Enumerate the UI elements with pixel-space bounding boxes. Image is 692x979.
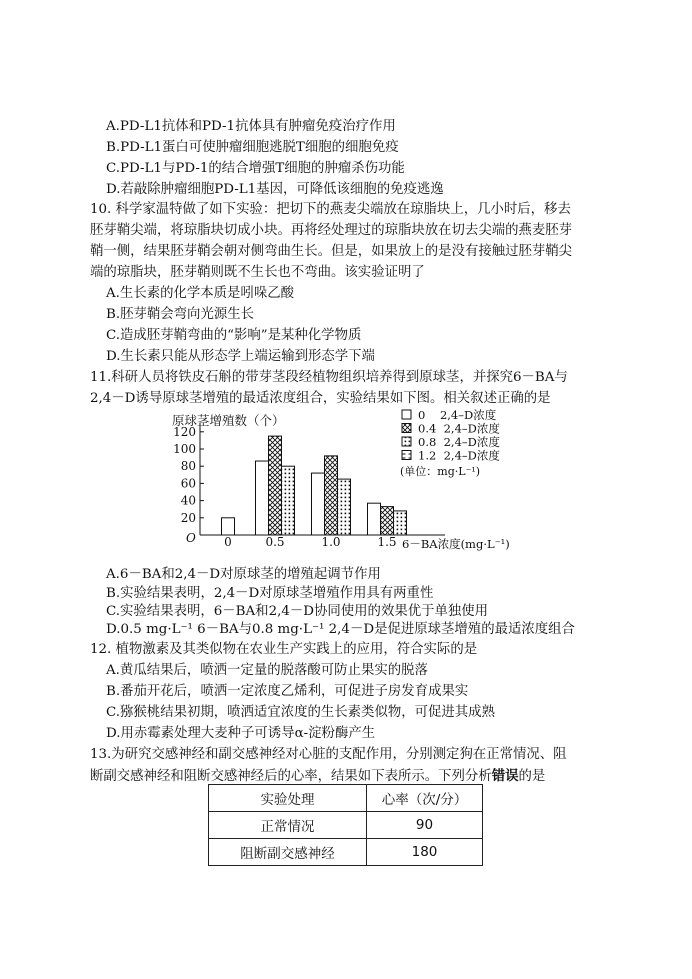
legend-label: 1.2 2,4–D浓度: [418, 448, 500, 463]
q11-option-b: B.实验结果表明，2,4－D对原球茎增殖作用具有两重性: [106, 586, 434, 601]
legend-swatch: [402, 451, 411, 460]
x-axis-title: 6－BA浓度(mg·L⁻¹): [402, 537, 510, 551]
heart-rate-table: [208, 784, 483, 866]
q13-stem-emphasis: 错误: [491, 768, 519, 784]
bar-0.5-series-2: [282, 466, 295, 535]
legend-unit-note: (单位：mg·L⁻¹): [400, 465, 481, 478]
legend-label: 0 2,4–D浓度: [418, 408, 497, 422]
x-tick-label: 1.5: [377, 535, 397, 549]
y-tick-label: 120: [173, 424, 196, 439]
q9-option-c: C.PD-L1与PD-1的结合增强T细胞的肿瘤杀伤功能: [106, 161, 405, 176]
q12-option-c: C.猕猴桃结果初期，喷洒适宜浓度的生长素类似物，可促进其成熟: [106, 705, 495, 720]
q10-option-d: D.生长素只能从形态学上端运输到形态学下端: [106, 349, 375, 364]
q11-stem-line-2: 2,4－D诱导原球茎增殖的最适浓度组合，实验结果如下图。相关叙述正确的是: [90, 391, 551, 406]
legend-swatch: [402, 437, 411, 446]
q9-option-a: A.PD-L1抗体和PD-1抗体具有肿瘤免疫治疗作用: [106, 119, 396, 134]
bar-0-series-0: [222, 518, 235, 535]
q11-option-c: C.实验结果表明，6－BA和2,4－D协同使用的效果优于单独使用: [106, 604, 489, 619]
x-tick-label: 0.5: [265, 535, 285, 549]
q12-option-a: A.黄瓜结果后，喷洒一定量的脱落酸可防止果实的脱落: [106, 663, 428, 678]
legend-swatch: [402, 424, 411, 433]
table-header-cell: 心率（次/分）: [367, 785, 483, 812]
table-cell: 阻断副交感神经: [209, 839, 367, 866]
q10-option-a: A.生长素的化学本质是吲哚乙酸: [106, 286, 295, 301]
table-cell: 180: [367, 839, 483, 866]
q12-option-b: B.番茄开花后，喷洒一定浓度乙烯利，可促进子房发育成果实: [106, 684, 469, 699]
table-header-cell: 实验处理: [209, 785, 367, 812]
y-tick-label: 100: [173, 442, 196, 456]
table-row: [209, 812, 483, 839]
q11-option-d: D.0.5 mg·L⁻¹ 6－BA与0.8 mg·L⁻¹ 2,4－D是促进原球茎增殖的最适浓度组合: [106, 622, 575, 637]
x-tick-label: 0: [224, 535, 232, 549]
bar-1.5-series-2: [394, 511, 407, 535]
q10-option-b: B.胚芽鞘会弯向光源生长: [106, 307, 255, 322]
legend-label: 0.8 2,4–D浓度: [418, 435, 500, 449]
q11-stem-line-1: 11.科研人员将铁皮石斛的带芽茎段经植物组织培养得到原球茎，并探究6－BA与: [90, 370, 568, 385]
y-axis-title: 原球茎增殖数（个）: [172, 413, 285, 428]
q11-option-a: A.6－BA和2,4－D对原球茎的增殖起调节作用: [106, 567, 381, 582]
q10-stem-line-3: 鞘一侧，结果胚芽鞘会朝对侧弯曲生长。但是，如果放上的是没有接触过胚芽鞘尖: [90, 244, 573, 259]
table-cell: 正常情况: [209, 812, 367, 839]
legend-label: 0.4 2,4–D浓度: [418, 421, 500, 436]
q9-option-d: D.若敲除肿瘤细胞PD-L1基因，可降低该细胞的免疫逃逸: [106, 182, 444, 197]
q13-stem-text: 断副交感神经和阻断交感神经后的心率，结果如下表所示。下列分析: [90, 769, 492, 784]
y-tick-label: 60: [180, 476, 196, 491]
q12-option-d: D.用赤霉素处理大麦种子可诱导α-淀粉酶产生: [106, 726, 376, 741]
y-tick-label: 80: [180, 459, 196, 474]
origin-label: O: [186, 531, 196, 545]
bar-0.5-series-1: [269, 436, 282, 535]
table-cell: 90: [367, 812, 483, 839]
q13-stem-end: 的是: [518, 769, 546, 784]
x-tick-label: 1.0: [321, 535, 341, 549]
q10-stem-line-2: 胚芽鞘尖端，将琼脂块切成小块。再将经处理过的琼脂块放在切去尖端的燕麦胚芽: [90, 223, 573, 238]
bar-1.0-series-1: [325, 456, 338, 535]
q10-stem-line-4: 端的琼脂块，胚芽鞘则既不生长也不弯曲。该实验证明了: [90, 265, 425, 280]
bar-1.5-series-0: [368, 503, 381, 535]
bar-1.5-series-1: [381, 507, 394, 535]
q10-stem-line-1: 10. 科学家温特做了如下实验：把切下的燕麦尖端放在琼脂块上，几小时后，移去: [90, 202, 571, 217]
q12-stem: 12. 植物激素及其类似物在农业生产实践上的应用，符合实际的是: [90, 642, 478, 657]
legend-swatch: [402, 410, 411, 419]
table-row: [209, 839, 483, 866]
y-tick-label: 40: [180, 493, 196, 508]
bar-0.5-series-0: [256, 461, 269, 535]
q13-stem-line-1: 13.为研究交感神经和副交感神经对心脏的支配作用，分别测定狗在正常情况、阻: [90, 747, 567, 762]
bar-1.0-series-0: [312, 473, 325, 535]
table-header-row: [209, 785, 483, 812]
y-tick-label: 20: [180, 510, 196, 525]
bar-1.0-series-2: [338, 479, 351, 535]
q10-option-c: C.造成胚芽鞘弯曲的“影响”是某种化学物质: [106, 328, 362, 343]
q9-option-b: B.PD-L1蛋白可使肿瘤细胞逃脱T细胞的细胞免疫: [106, 140, 399, 155]
